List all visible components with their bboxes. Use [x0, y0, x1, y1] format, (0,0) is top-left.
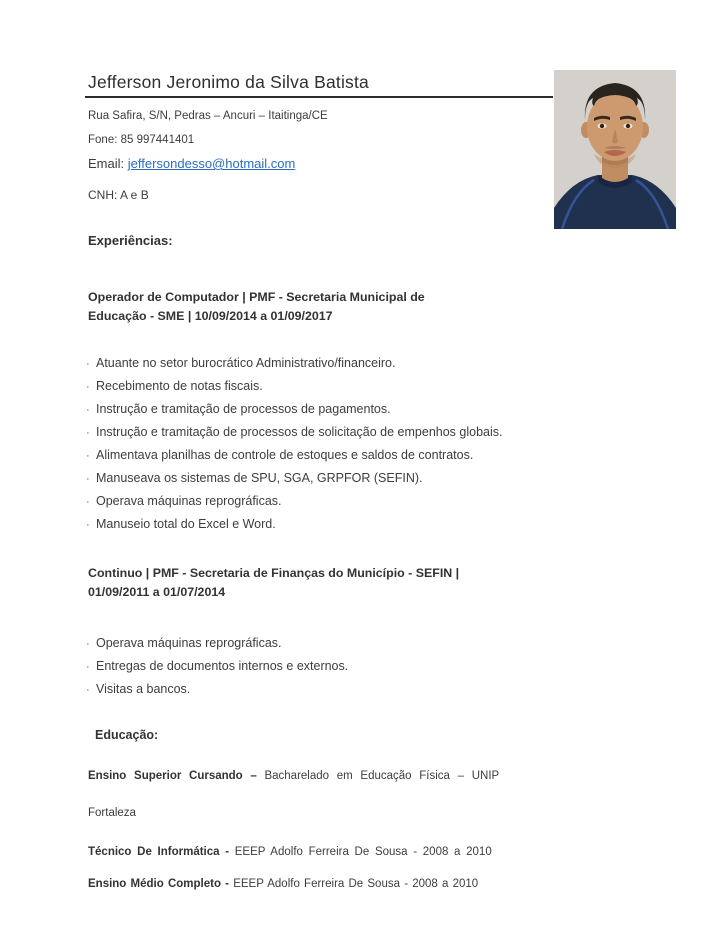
bullet-item	[86, 448, 502, 471]
job2-bullet-list	[86, 636, 348, 705]
job1-bullet-list	[86, 356, 502, 540]
bullet-dot: ·	[86, 427, 90, 439]
education-degree: Ensino Superior Cursando –	[88, 770, 265, 782]
bullet-item	[86, 356, 502, 379]
education-item-superior	[88, 770, 533, 782]
education-degree: Ensino Médio Completo -	[88, 878, 234, 890]
person-name: Jefferson Jeronimo da Silva Batista	[88, 72, 369, 92]
experience-heading: Experiências:	[88, 233, 173, 248]
bullet-item	[86, 494, 502, 517]
bullet-dot: ·	[86, 381, 90, 393]
bullet-item	[86, 402, 502, 425]
education-detail: EEEP Adolfo Ferreira De Sousa - 2008 a 2010	[233, 878, 479, 890]
bullet-text: Instrução e tramitação de processos de solicitação de empenhos globais.	[96, 425, 503, 439]
education-item-medio	[88, 878, 533, 890]
bullet-dot: ·	[86, 450, 90, 462]
phone-line: Fone: 85 997441401	[88, 134, 195, 146]
email-line	[88, 156, 295, 171]
education-heading: Educação:	[95, 728, 159, 742]
header-divider	[85, 96, 553, 98]
email-label: Email:	[88, 156, 128, 171]
bullet-text: Visitas a bancos.	[96, 682, 191, 696]
education-item-tecnico	[88, 846, 533, 858]
education-item-superior-cont	[88, 807, 533, 819]
bullet-text: Atuante no setor burocrático Administrativo/financeiro.	[96, 356, 396, 370]
job2-title-line2: 01/09/2011 a 01/07/2014	[88, 584, 226, 599]
bullet-text: Operava máquinas reprográficas.	[96, 494, 282, 508]
portrait-photo	[554, 70, 676, 229]
bullet-dot: ·	[86, 358, 90, 370]
bullet-item	[86, 636, 348, 659]
job1-title	[88, 288, 425, 325]
job2-title	[88, 564, 459, 601]
bullet-text: Instrução e tramitação de processos de pagamentos.	[96, 402, 391, 416]
bullet-item	[86, 517, 502, 540]
address-line: Rua Safira, S/N, Pedras – Ancuri – Itaitinga/CE	[88, 110, 328, 122]
job1-title-line2: Educação - SME | 10/09/2014 a 01/09/2017	[88, 308, 333, 323]
bullet-text: Operava máquinas reprográficas.	[96, 636, 282, 650]
education-detail: Bacharelado em Educação Física – UNIP	[264, 770, 500, 782]
job2-title-line1: Continuo | PMF - Secretaria de Finanças do Município - SEFIN |	[88, 566, 460, 580]
education-degree: Técnico De Informática -	[88, 846, 235, 858]
bullet-item	[86, 682, 348, 705]
bullet-item	[86, 425, 502, 448]
bullet-dot: ·	[86, 638, 90, 650]
bullet-dot: ·	[86, 496, 90, 508]
bullet-dot: ·	[86, 473, 90, 485]
bullet-text: Entregas de documentos internos e externos.	[96, 659, 349, 673]
email-link[interactable]: jeffersondesso@hotmail.com	[127, 156, 296, 171]
bullet-text: Alimentava planilhas de controle de estoques e saldos de contratos.	[96, 448, 474, 462]
bullet-text: Recebimento de notas fiscais.	[96, 379, 263, 393]
bullet-dot: ·	[86, 661, 90, 673]
bullet-dot: ·	[86, 404, 90, 416]
bullet-item	[86, 379, 502, 402]
job1-title-line1: Operador de Computador | PMF - Secretaria Municipal de	[88, 290, 425, 304]
bullet-item	[86, 471, 502, 494]
cnh-line: CNH: A e B	[88, 188, 149, 202]
bullet-item	[86, 659, 348, 682]
bullet-dot: ·	[86, 519, 90, 531]
bullet-dot: ·	[86, 684, 90, 696]
education-detail: EEEP Adolfo Ferreira De Sousa - 2008 a 2010	[234, 846, 492, 858]
bullet-text: Manuseio total do Excel e Word.	[96, 517, 276, 531]
portrait-photo-illustration	[554, 70, 676, 229]
education-detail: Fortaleza	[88, 807, 136, 819]
bullet-text: Manuseava os sistemas de SPU, SGA, GRPFOR (SEFIN).	[96, 471, 423, 485]
